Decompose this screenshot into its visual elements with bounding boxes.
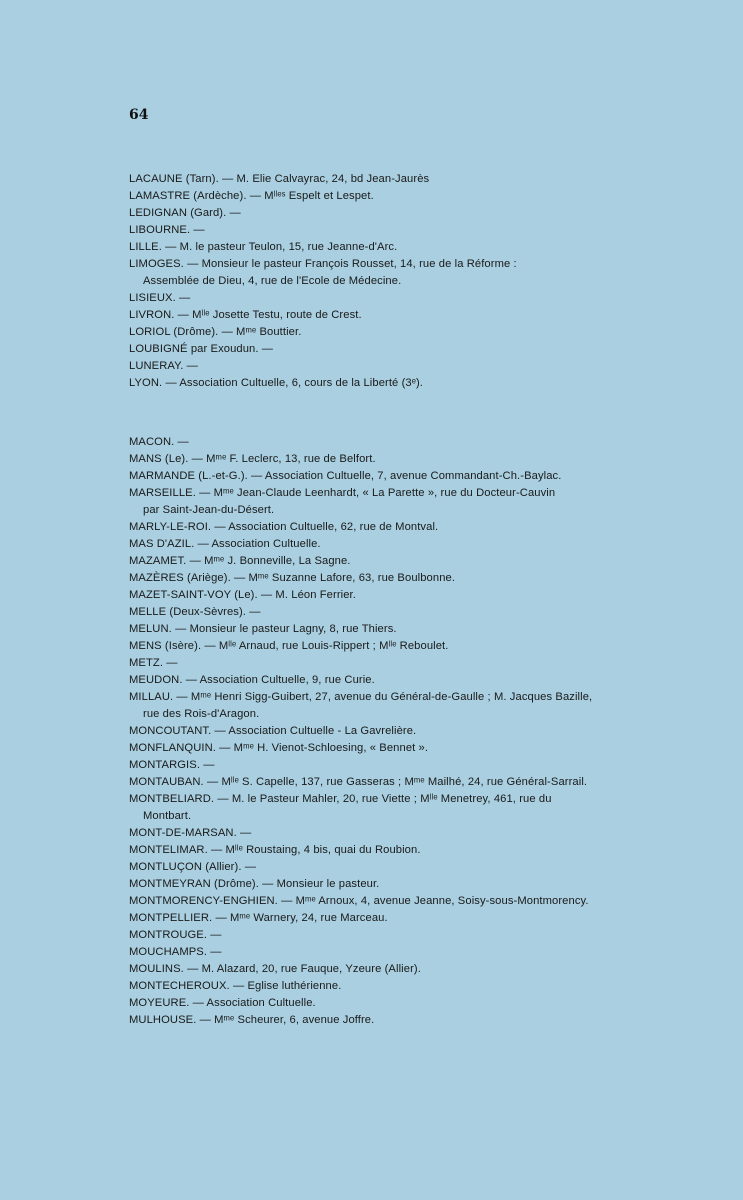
entry-text: MOUCHAMPS. — [129,946,222,958]
entry-text: MARSEILLE. — Mᵐᵉ Jean-Claude Leenhardt, « La Parette », rue du Docteur-Cauvin [129,487,556,499]
entry-text: MULHOUSE. — Mᵐᵉ Scheurer, 6, avenue Joffre. [129,1014,375,1026]
entry-text: LEDIGNAN (Gard). — [129,207,241,219]
directory-entry [129,468,709,485]
entry-text: MOULINS. — M. Alazard, 20, rue Fauque, Yzeure (Allier). [129,963,421,975]
entry-continuation: rue des Rois-d'Aragon. [143,708,260,720]
entry-continuation: Montbart. [143,810,192,822]
directory-entry [129,451,709,468]
entry-text: MONTROUGE. — [129,929,222,941]
page-number: 64 [129,107,149,123]
directory-entry [129,341,709,358]
directory-entry [129,358,709,375]
directory-entry [129,307,709,324]
directory-entry [129,205,709,222]
directory-entry [129,757,709,774]
entry-text: MOYEURE. — Association Cultuelle. [129,997,316,1009]
directory-entry [129,485,709,519]
entry-text: MAZÈRES (Ariège). — Mᵐᵉ Suzanne Lafore, 63, rue Boulbonne. [129,572,456,584]
directory-entry [129,290,709,307]
directory-entry [129,944,709,961]
entry-text: MONT-DE-MARSAN. — [129,827,252,839]
entry-text: LOUBIGNÉ par Exoudun. — [129,343,274,355]
entry-text: LACAUNE (Tarn). — M. Elie Calvayrac, 24, bd Jean-Jaurès [129,173,430,185]
entry-continuation: Assemblée de Dieu, 4, rue de l'Ecole de Médecine. [143,275,402,287]
directory-entry [129,995,709,1012]
entry-text: MONTBELIARD. — M. le Pasteur Mahler, 20, rue Viette ; Mˡˡᵉ Menetrey, 461, rue du [129,793,552,805]
entry-text: LISIEUX. — [129,292,191,304]
entry-text: MAS D'AZIL. — Association Cultuelle. [129,538,321,550]
directory-entry [129,553,709,570]
entry-text: MARLY-LE-ROI. — Association Cultuelle, 62, rue de Montval. [129,521,439,533]
directory-entry [129,689,709,723]
directory-entry [129,672,709,689]
directory-entry [129,655,709,672]
entry-text: MONFLANQUIN. — Mᵐᵉ H. Vienot-Schloesing, « Bennet ». [129,742,429,754]
entry-text: MEUDON. — Association Cultuelle, 9, rue Curie. [129,674,375,686]
directory-entry [129,927,709,944]
directory-entry [129,239,709,256]
directory-section-l [129,171,709,392]
entry-text: MELUN. — Monsieur le pasteur Lagny, 8, rue Thiers. [129,623,397,635]
entry-text: MANS (Le). — Mᵐᵉ F. Leclerc, 13, rue de Belfort. [129,453,376,465]
directory-entry [129,774,709,791]
directory-entry [129,723,709,740]
directory-entry [129,222,709,239]
entry-text: MONTECHEROUX. — Eglise luthérienne. [129,980,342,992]
entry-text: LORIOL (Drôme). — Mᵐᵉ Bouttier. [129,326,302,338]
entry-text: MONCOUTANT. — Association Cultuelle - La Gavrelière. [129,725,417,737]
directory-entry [129,324,709,341]
entry-continuation: par Saint-Jean-du-Désert. [143,504,275,516]
entry-text: LIBOURNE. — [129,224,205,236]
directory-entry [129,171,709,188]
entry-text: MONTPELLIER. — Mᵐᵉ Warnery, 24, rue Marceau. [129,912,388,924]
directory-section-m [129,434,709,1029]
directory-entry [129,910,709,927]
directory-entry [129,791,709,825]
directory-entry [129,876,709,893]
directory-entry [129,978,709,995]
entry-text: METZ. — [129,657,178,669]
entry-text: LIVRON. — Mˡˡᵉ Josette Testu, route de Crest. [129,309,362,321]
directory-entry [129,961,709,978]
entry-text: MONTARGIS. — [129,759,215,771]
entry-text: MARMANDE (L.-et-G.). — Association Cultuelle, 7, avenue Commandant-Ch.-Baylac. [129,470,562,482]
entry-text: MONTMEYRAN (Drôme). — Monsieur le pasteur. [129,878,380,890]
directory-entry [129,842,709,859]
directory-entry [129,519,709,536]
directory-entry [129,893,709,910]
entry-text: MACON. — [129,436,189,448]
entry-text: LUNERAY. — [129,360,198,372]
entry-text: MAZET-SAINT-VOY (Le). — M. Léon Ferrier. [129,589,356,601]
directory-entry [129,434,709,451]
entry-text: MONTLUÇON (Allier). — [129,861,257,873]
directory-entry [129,740,709,757]
directory-entry [129,1012,709,1029]
directory-entry [129,587,709,604]
directory-entry [129,570,709,587]
entry-text: MENS (Isère). — Mˡˡᵉ Arnaud, rue Louis-Rippert ; Mˡˡᵉ Reboulet. [129,640,449,652]
entry-text: MONTMORENCY-ENGHIEN. — Mᵐᵉ Arnoux, 4, avenue Jeanne, Soisy-sous-Montmorency. [129,895,589,907]
directory-entry [129,604,709,621]
directory-entry [129,536,709,553]
entry-text: LIMOGES. — Monsieur le pasteur François Rousset, 14, rue de la Réforme : [129,258,517,270]
entry-text: LILLE. — M. le pasteur Teulon, 15, rue Jeanne-d'Arc. [129,241,398,253]
directory-entry [129,621,709,638]
entry-text: MONTELIMAR. — Mˡˡᵉ Roustaing, 4 bis, quai du Roubion. [129,844,421,856]
entry-text: MONTAUBAN. — Mˡˡᵉ S. Capelle, 137, rue Gasseras ; Mᵐᵉ Mailhé, 24, rue Général-Sarrail. [129,776,588,788]
entry-text: LAMASTRE (Ardèche). — Mˡˡᵉˢ Espelt et Lespet. [129,190,374,202]
directory-entry [129,825,709,842]
directory-entry [129,188,709,205]
entry-text: MELLE (Deux-Sèvres). — [129,606,261,618]
directory-entry [129,256,709,290]
directory-entry [129,375,709,392]
directory-entry [129,638,709,655]
entry-text: MILLAU. — Mᵐᵉ Henri Sigg-Guibert, 27, avenue du Général-de-Gaulle ; M. Jacques Bazille, [129,691,593,703]
entry-text: LYON. — Association Cultuelle, 6, cours de la Liberté (3ᵉ). [129,377,424,389]
directory-entry [129,859,709,876]
entry-text: MAZAMET. — Mᵐᵉ J. Bonneville, La Sagne. [129,555,351,567]
